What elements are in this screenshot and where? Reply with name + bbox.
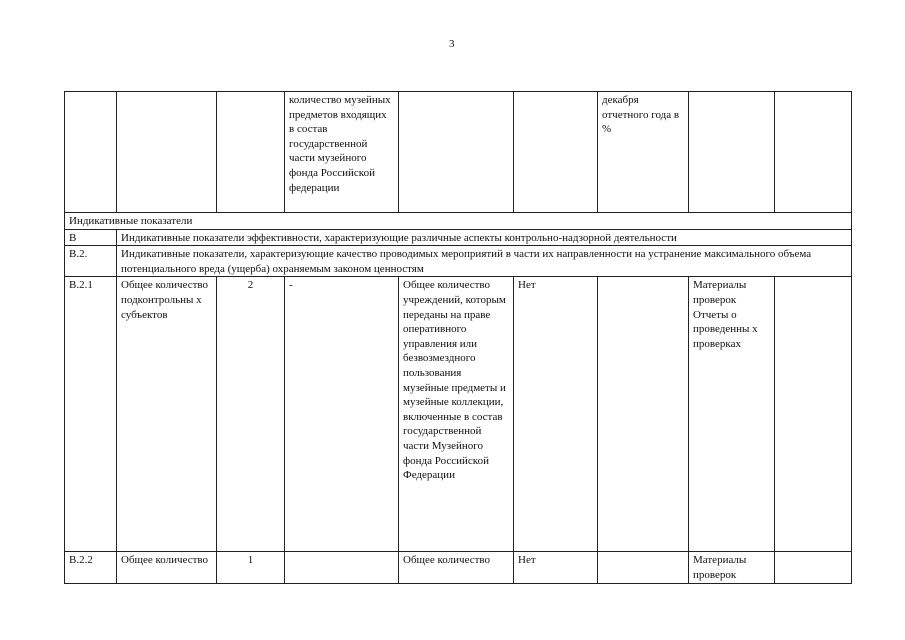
indicator-number: 1 (217, 552, 285, 583)
cell (399, 92, 514, 213)
cell (775, 552, 852, 583)
cell (117, 92, 217, 213)
subgroup-title: Индикативные показатели, характеризующие качество проводимых мероприятий в части их направленности на устранение максимального объема потенциального вреда (ущерба) охраняемым законом ценностям (117, 246, 852, 277)
group-title: Индикативные показатели эффективности, характеризующие различные аспекты контрольно-надзорной деятельности (117, 229, 852, 246)
indicator-value: Нет (514, 277, 598, 552)
cell (65, 92, 117, 213)
section-header: Индикативные показатели (65, 213, 852, 230)
cell (775, 277, 852, 552)
group-row (65, 229, 852, 246)
continued-row (65, 92, 852, 213)
indicator-description: Общее количество (399, 552, 514, 583)
section-header-row (65, 213, 852, 230)
subgroup-row (65, 246, 852, 277)
table-row (65, 277, 852, 552)
indicator-code: В.2.1 (65, 277, 117, 552)
subgroup-code: В.2. (65, 246, 117, 277)
indicator-formula: - (285, 277, 399, 552)
cell (514, 92, 598, 213)
indicator-description: Общее количество учреждений, которым переданы на праве оперативного управления или безвозмездного пользования музейные предметы и музейные коллекции, включенные в состав государственной части Музейного фонда Российской Федерации (399, 277, 514, 552)
indicator-code: В.2.2 (65, 552, 117, 583)
cell-description-continued: количество музейных предметов входящих в состав государственной части музейного фонда Российской федерации (285, 92, 399, 213)
indicators-table (64, 91, 852, 584)
group-code: В (65, 229, 117, 246)
cell (775, 92, 852, 213)
indicator-name: Общее количество подконтрольны х субъектов (117, 277, 217, 552)
cell-period-continued: декабря отчетного года в % (598, 92, 689, 213)
table-row (65, 552, 852, 583)
cell (217, 92, 285, 213)
indicator-number: 2 (217, 277, 285, 552)
cell (598, 277, 689, 552)
cell (689, 92, 775, 213)
indicator-source: Материалы проверок (689, 552, 775, 583)
cell (598, 552, 689, 583)
indicator-name: Общее количество (117, 552, 217, 583)
indicator-formula (285, 552, 399, 583)
indicator-source: Материалы проверок Отчеты о проведенны х проверках (689, 277, 775, 552)
indicator-value: Нет (514, 552, 598, 583)
page-number: 3 (449, 38, 455, 50)
